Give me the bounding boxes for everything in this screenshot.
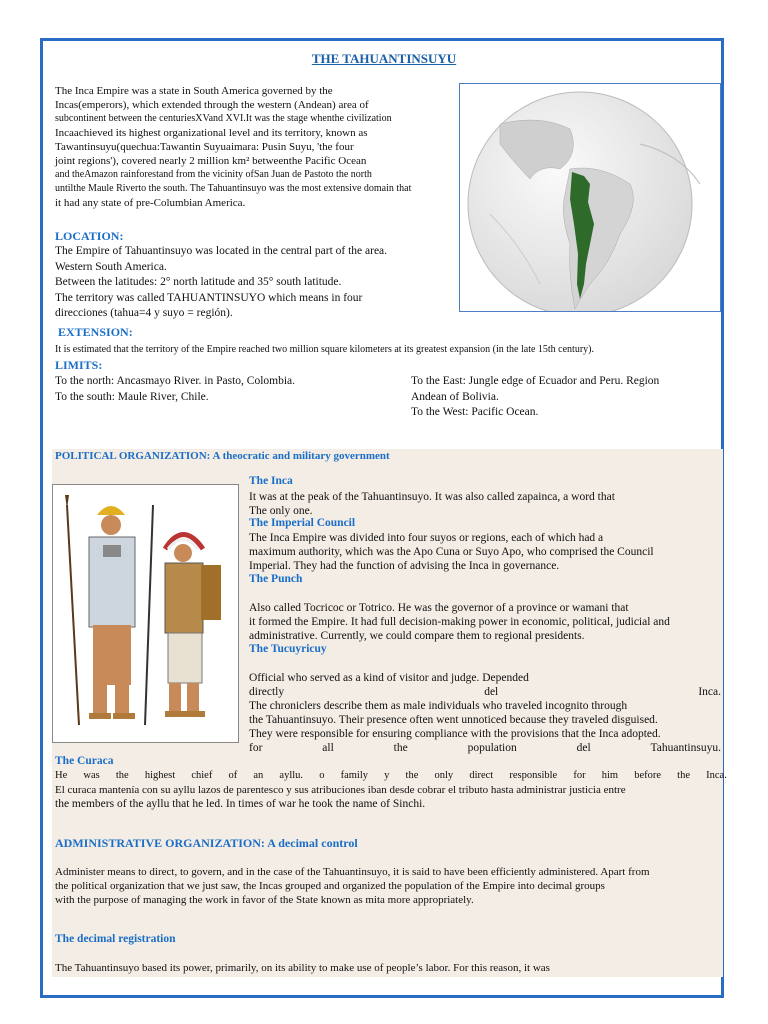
curaca-word: of bbox=[228, 770, 238, 781]
extension-text: It is estimated that the territory of the Empire reached two million square kilometers at its greatest expansion (in the late 15th century). bbox=[55, 344, 594, 355]
intro-line: joint regions'), covered nearly 2 million km² betweenthe Pacific Ocean bbox=[55, 155, 367, 167]
inca-line: It was at the peak of the Tahuantinsuyo. It was also called zapainca, a word that bbox=[249, 491, 615, 503]
admin-line: with the purpose of managing the work in favor of the State known as mita more appropriately. bbox=[55, 894, 474, 906]
curaca-word: responsible bbox=[509, 770, 558, 781]
curaca-word: only bbox=[434, 770, 454, 781]
curaca-word: an bbox=[253, 770, 264, 781]
limit-east: To the East: Jungle edge of Ecuador and Peru. Region bbox=[411, 375, 660, 387]
globe-map-image bbox=[459, 83, 721, 312]
curaca-word: highest bbox=[144, 770, 176, 781]
intro-line: untilthe Maule Riverto the south. The Tahuantinsuyo was the most extensive domain that bbox=[55, 183, 412, 194]
curaca-word: family bbox=[340, 770, 368, 781]
political-heading: POLITICAL ORGANIZATION: A theocratic and military government bbox=[55, 450, 390, 462]
punch-line: Also called Tocricoc or Totrico. He was the governor of a province or wamani that bbox=[249, 602, 629, 614]
limits-left bbox=[55, 374, 405, 405]
tucuy-word: del bbox=[484, 686, 499, 698]
curaca-heading: The Curaca bbox=[55, 755, 114, 767]
intro-line: and theAmazon rainforestand from the vicinity ofSan Juan de Pastoto the north bbox=[55, 169, 372, 180]
tucuy-line: the Tahuantinsuyo. Their presence often went unnoticed because they traveled disguised. bbox=[249, 714, 658, 726]
curaca-word: chief bbox=[191, 770, 213, 781]
location-heading: LOCATION: bbox=[55, 229, 124, 243]
tucuy-word: directly bbox=[249, 686, 285, 698]
tucuyricuy-text bbox=[249, 671, 721, 755]
curaca-line: El curaca mantenía con su ayllu lazos de parentesco y sus atribuciones iban desde cobrar el tributo hasta administrar justicia entre bbox=[55, 784, 626, 796]
tucuy-word: del bbox=[576, 742, 591, 754]
curaca-word: the bbox=[115, 770, 129, 781]
administrative-heading: ADMINISTRATIVE ORGANIZATION: A decimal control bbox=[55, 836, 358, 850]
imperial-council-heading: The Imperial Council bbox=[249, 517, 356, 529]
curaca-word: o bbox=[319, 770, 325, 781]
tucuy-line: They were responsible for ensuring compliance with the provisions that the Inca adopted. bbox=[249, 728, 661, 740]
intro-line: Incas(emperors), which extended through the western (Andean) area of bbox=[55, 99, 369, 111]
inca-text bbox=[249, 490, 721, 518]
tucuyricuy-heading: The Tucuyricuy bbox=[249, 643, 327, 655]
limit-east-cont: Andean of Bolivia. bbox=[411, 390, 499, 403]
intro-paragraph bbox=[55, 84, 455, 210]
limit-south: To the south: Maule River, Chile. bbox=[55, 390, 209, 403]
limit-west: To the West: Pacific Ocean. bbox=[411, 406, 539, 418]
tucuy-word: Tahuantinsuyu. bbox=[650, 742, 721, 754]
curaca-line: the members of the ayllu that he led. In times of war he took the name of Sinchi. bbox=[55, 798, 426, 810]
location-line: direcciones (tahua=4 y suyo = región). bbox=[55, 307, 233, 319]
curaca-line bbox=[55, 769, 727, 783]
inca-line: The only one. bbox=[249, 505, 313, 517]
intro-line: The Inca Empire was a state in South America governed by the bbox=[55, 85, 333, 97]
tucuy-line: Official who served as a kind of visitor and judge. Depended bbox=[249, 672, 529, 684]
admin-line: the political organization that we just saw, the Incas grouped and organized the population of the Empire into decimal groups bbox=[55, 880, 605, 892]
page-title: THE TAHUANTINSUYU bbox=[311, 51, 457, 66]
curaca-word: ayllu. bbox=[279, 770, 304, 781]
intro-line: it had any state of pre-Columbian America. bbox=[55, 197, 246, 209]
punch-text bbox=[249, 601, 721, 643]
curaca-word: before bbox=[634, 770, 662, 781]
punch-heading: The Punch bbox=[249, 573, 303, 585]
admin-line: Administer means to direct, to govern, and in the case of the Tahuantinsuyo, it is said to have been efficiently administered. Apart from bbox=[55, 866, 650, 878]
intro-line: Incaachieved its highest organizational level and its territory, known as bbox=[55, 127, 368, 139]
tucuy-word: population bbox=[467, 742, 517, 754]
council-line: The Inca Empire was divided into four suyos or regions, each of which had a bbox=[249, 532, 604, 544]
location-line: Western South America. bbox=[55, 260, 167, 273]
location-text bbox=[55, 244, 455, 322]
curaca-word: was bbox=[83, 770, 100, 781]
tucuy-word: Inca. bbox=[698, 686, 721, 698]
curaca-text bbox=[55, 769, 727, 811]
tucuy-word: the bbox=[393, 742, 408, 754]
curaca-word: the bbox=[677, 770, 690, 781]
tucuy-word: all bbox=[322, 742, 334, 754]
curaca-word: He bbox=[55, 770, 68, 781]
intro-line: Tawantinsuyu(quechua:Tawantin Suyuaimara: Pusin Suyu, 'the four bbox=[55, 141, 354, 153]
location-line: The Empire of Tahuantinsuyo was located in the central part of the area. bbox=[55, 245, 388, 257]
punch-line bbox=[249, 629, 721, 643]
tucuy-line bbox=[249, 685, 721, 699]
extension-heading: EXTENSION: bbox=[58, 325, 133, 339]
inca-warriors-image bbox=[52, 484, 239, 743]
tucuy-line: The chroniclers describe them as male individuals who traveled incognito through bbox=[249, 700, 628, 712]
council-line: maximum authority, which was the Apo Cuna or Suyo Apo, who comprised the Council bbox=[249, 546, 654, 558]
limit-north: To the north: Ancasmayo River. in Pasto, Colombia. bbox=[55, 375, 296, 387]
decimal-registration-text: The Tahuantinsuyo based its power, primarily, on its ability to make use of people’s labor. For this reason, it was bbox=[55, 962, 550, 974]
administrative-text bbox=[55, 865, 727, 907]
tucuy-word: for bbox=[249, 742, 263, 754]
intro-line: subcontinent between the centuriesXVand XVI.It was the stage whenthe civilization bbox=[55, 113, 392, 124]
limits-right bbox=[411, 374, 721, 421]
curaca-word: y bbox=[384, 770, 390, 781]
tucuy-line bbox=[249, 741, 721, 755]
decimal-registration-heading: The decimal registration bbox=[55, 933, 176, 945]
curaca-word: for bbox=[573, 770, 586, 781]
limits-heading: LIMITS: bbox=[55, 358, 103, 372]
curaca-word: the bbox=[405, 770, 419, 781]
imperial-council-text bbox=[249, 531, 721, 573]
location-line: The territory was called TAHUANTINSUYO which means in four bbox=[55, 291, 363, 304]
curaca-word: direct bbox=[469, 770, 494, 781]
location-line: Between the latitudes: 2° north latitude and 35° south latitude. bbox=[55, 276, 342, 288]
punch-line-text: administrative. Currently, we could compare them to regional presidents. bbox=[249, 630, 585, 642]
council-line: Imperial. They had the function of advising the Inca in governance. bbox=[249, 560, 560, 572]
curaca-word: him bbox=[601, 770, 619, 781]
punch-line: it formed the Empire. It had full decision-making power in economic, political, judicial and bbox=[249, 616, 670, 628]
inca-heading: The Inca bbox=[249, 475, 293, 487]
curaca-word: Inca. bbox=[706, 770, 727, 781]
